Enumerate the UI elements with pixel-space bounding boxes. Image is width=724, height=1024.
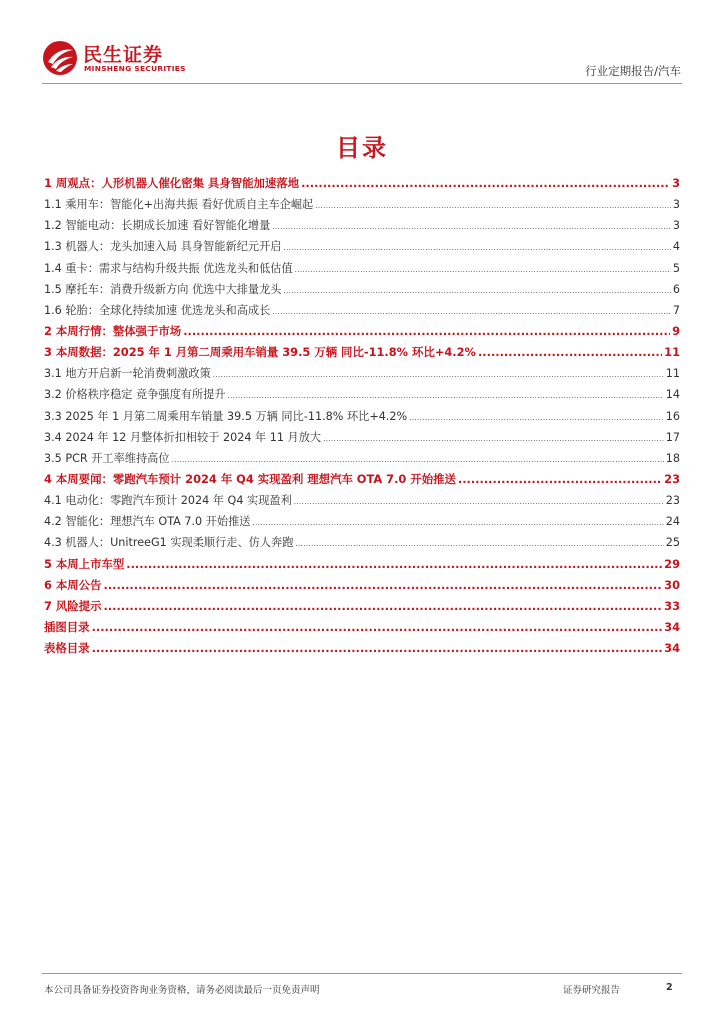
footer-divider [42, 973, 682, 974]
toc-entry-page: 9 [672, 323, 680, 338]
toc-entry[interactable] [44, 617, 680, 638]
toc-entry-page: 30 [664, 577, 680, 592]
toc-entry[interactable] [44, 300, 680, 321]
toc-entry-label: 表格目录 [44, 641, 90, 656]
toc-entry-label: 4.3 机器人：UnitreeG1 实现柔顺行走、仿人奔跑 [44, 536, 294, 550]
toc-leader-dots [315, 194, 671, 215]
toc-title: 目录 [336, 134, 388, 162]
toc-entry-label: 4 本周要闻：零跑汽车预计 2024 年 Q4 实现盈利 理想汽车 OTA 7.0 开始推送 [44, 471, 456, 486]
toc-entry-page: 24 [665, 515, 680, 529]
toc-leader-dots [295, 258, 671, 279]
toc-entry[interactable] [44, 575, 680, 596]
toc-leader-dots [478, 342, 662, 363]
toc-entry-page: 3 [672, 198, 680, 212]
header-divider [42, 83, 682, 84]
toc-entry-page: 14 [665, 388, 680, 402]
toc-entry[interactable] [44, 532, 680, 553]
page-number: 2 [666, 982, 673, 993]
toc-leader-dots [92, 617, 663, 638]
brand-name-en: MINSHENG SECURITIES [84, 64, 186, 73]
toc-entry-label: 2 本周行情：整体强于市场 [44, 323, 182, 338]
toc-entry-label: 3.3 2025 年 1 月第二周乘用车销量 39.5 万辆 同比-11.8% 环比+4.2% [44, 409, 408, 423]
toc-entry-page: 18 [665, 451, 680, 465]
toc-leader-dots [294, 490, 664, 511]
toc-entry-label: 3.2 价格秩序稳定 竞争强度有所提升 [44, 388, 226, 402]
toc-entry[interactable] [44, 173, 680, 194]
toc-entry-page: 34 [664, 641, 680, 656]
toc-leader-dots [323, 427, 664, 448]
toc-entry-label: 6 本周公告 [44, 577, 102, 592]
toc-entry-page: 23 [665, 494, 680, 508]
toc-entry-page: 16 [665, 409, 680, 423]
toc-leader-dots [103, 596, 662, 617]
toc-entry-page: 3 [672, 176, 680, 190]
toc-leader-dots [252, 511, 663, 532]
toc-leader-dots [92, 638, 663, 659]
toc-leader-dots [228, 384, 664, 405]
toc-entry[interactable] [44, 236, 680, 257]
toc-entry[interactable] [44, 490, 680, 511]
toc-leader-dots [301, 173, 670, 194]
toc-entry-label: 1 周观点：人形机器人催化密集 具身智能加速落地 [44, 176, 300, 190]
toc-entry[interactable] [44, 554, 680, 575]
toc-entry[interactable] [44, 194, 680, 215]
toc-entry[interactable] [44, 215, 680, 236]
footer-disclaimer: 本公司具备证券投资咨询业务资格，请务必阅读最后一页免责声明 [44, 985, 320, 996]
toc-entry[interactable] [44, 384, 680, 405]
table-of-contents [44, 173, 680, 659]
toc-entry-label: 插图目录 [44, 619, 90, 634]
footer-doc-type: 证券研究报告 [563, 985, 621, 996]
toc-entry-page: 3 [672, 219, 680, 233]
report-category: 行业定期报告/汽车 [585, 64, 681, 78]
toc-entry-label: 3.5 PCR 开工率维持高位 [44, 451, 170, 465]
toc-entry-label: 4.1 电动化：零跑汽车预计 2024 年 Q4 实现盈利 [44, 494, 292, 508]
toc-leader-dots [272, 300, 671, 321]
toc-entry-page: 5 [672, 261, 680, 275]
toc-leader-dots [283, 279, 670, 300]
toc-entry-label: 4.2 智能化：理想汽车 OTA 7.0 开始推送 [44, 515, 251, 529]
toc-entry-label: 7 风险提示 [44, 598, 102, 613]
toc-leader-dots [183, 321, 670, 342]
toc-entry[interactable] [44, 427, 680, 448]
toc-leader-dots [213, 363, 664, 384]
brand-name-cn: 民生证券 [83, 44, 164, 66]
toc-leader-dots [458, 469, 662, 490]
toc-entry-label: 1.2 智能电动：长期成长加速 看好智能化增量 [44, 219, 271, 233]
toc-entry-label: 1.4 重卡：需求与结构升级共振 优选龙头和低估值 [44, 261, 293, 275]
toc-entry-page: 4 [672, 240, 680, 254]
toc-entry[interactable] [44, 279, 680, 300]
toc-entry-label: 3.4 2024 年 12 月整体折扣相较于 2024 年 11 月放大 [44, 430, 322, 444]
toc-entry[interactable] [44, 258, 680, 279]
toc-entry[interactable] [44, 321, 680, 342]
toc-entry-label: 1.6 轮胎：全球化持续加速 优选龙头和高成长 [44, 303, 271, 317]
toc-entry-page: 33 [664, 598, 680, 613]
toc-entry-page: 34 [664, 619, 680, 634]
toc-entry-page: 17 [665, 430, 680, 444]
toc-leader-dots [126, 554, 662, 575]
toc-entry-page: 7 [672, 303, 680, 317]
toc-entry-page: 23 [664, 471, 680, 486]
toc-entry-label: 3.1 地方开启新一轮消费刺激政策 [44, 367, 211, 381]
toc-entry-label: 1.1 乘用车：智能化+出海共振 看好优质自主车企崛起 [44, 198, 314, 212]
toc-leader-dots [172, 448, 664, 469]
toc-entry-page: 11 [664, 345, 680, 360]
toc-entry-page: 25 [665, 536, 680, 550]
toc-entry-label: 1.5 摩托车：消费升级新方向 优选中大排量龙头 [44, 282, 282, 296]
minsheng-logo-icon [42, 40, 78, 76]
toc-entry[interactable] [44, 406, 680, 427]
toc-entry[interactable] [44, 363, 680, 384]
toc-entry[interactable] [44, 511, 680, 532]
toc-entry-label: 5 本周上市车型 [44, 556, 125, 571]
toc-entry-label: 3 本周数据：2025 年 1 月第二周乘用车销量 39.5 万辆 同比-11.8% 环比+4.2% [44, 345, 476, 360]
toc-leader-dots [272, 215, 671, 236]
toc-entry-page: 6 [672, 282, 680, 296]
toc-entry[interactable] [44, 342, 680, 363]
toc-entry[interactable] [44, 638, 680, 659]
toc-leader-dots [103, 575, 662, 596]
toc-entry-page: 11 [665, 367, 680, 381]
toc-entry-page: 29 [664, 556, 680, 571]
toc-entry[interactable] [44, 448, 680, 469]
toc-leader-dots [295, 532, 663, 553]
toc-leader-dots [283, 236, 670, 257]
page-header [0, 0, 724, 90]
toc-entry[interactable] [44, 469, 680, 490]
toc-leader-dots [409, 406, 664, 427]
toc-entry[interactable] [44, 596, 680, 617]
toc-entry-label: 1.3 机器人：龙头加速入局 具身智能新纪元开启 [44, 240, 282, 254]
